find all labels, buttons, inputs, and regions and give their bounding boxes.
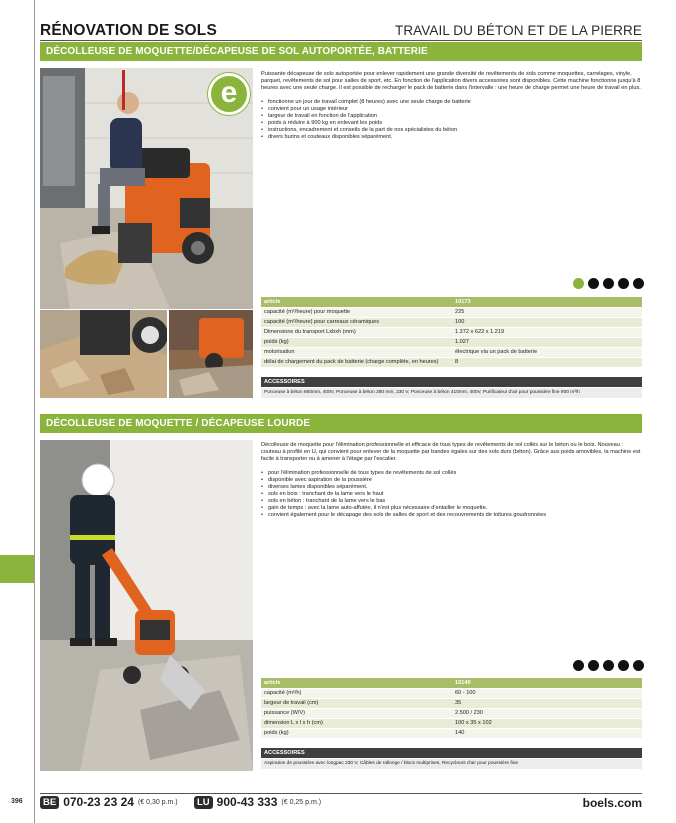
table-row — [261, 708, 642, 718]
spec-value: 225 — [452, 307, 642, 317]
chapter-tab — [0, 555, 34, 583]
country-code-lu: LU — [194, 796, 213, 809]
detail-photo-2 — [169, 310, 253, 398]
spec-value: 2.500 / 230 — [452, 708, 642, 718]
title-rule — [40, 40, 642, 41]
contact-luxembourg — [194, 795, 321, 809]
website-link[interactable]: boels.com — [582, 796, 642, 810]
gloves-icon — [588, 660, 599, 671]
list-item: • fonctionne un jour de travail complet (8 heures) avec une seule charge de batterie — [261, 99, 642, 106]
list-item: • pour l'élimination professionnelle de tous types de revêtements de sol collés — [261, 470, 642, 477]
ppe-icons — [573, 660, 644, 671]
table-header-label: article — [261, 678, 452, 688]
spec-table-heavy — [261, 678, 642, 739]
spec-value: 1.027 — [452, 337, 642, 347]
ear-protection-icon — [573, 660, 584, 671]
table-row — [261, 728, 642, 738]
section-bar-ride-on: DÉCOLLEUSE DE MOQUETTE/DÉCAPEUSE DE SOL AUTOPORTÉE, BATTERIE — [40, 42, 642, 61]
table-row — [261, 698, 642, 708]
spec-label: capacité (m²/h) — [261, 688, 452, 698]
goggles-icon — [633, 278, 644, 289]
spec-label: dimension L x l x h (cm) — [261, 718, 452, 728]
heavy-stripper-photo — [40, 440, 253, 771]
detail-photo-1 — [40, 310, 167, 398]
price-lu: (€ 0,25 p.m.) — [281, 798, 322, 806]
table-row — [261, 718, 642, 728]
ear-protection-icon — [588, 278, 599, 289]
footer-rule — [40, 793, 642, 794]
spec-value: 1.372 x 622 x 1.219 — [452, 327, 642, 337]
page-title: RÉNOVATION DE SOLS — [40, 22, 217, 39]
spec-value: 35 — [452, 698, 642, 708]
table-header-row — [261, 678, 642, 688]
eco-badge: e — [208, 73, 250, 115]
spec-label: motorisation — [261, 347, 452, 357]
article-number: 10173 — [452, 297, 642, 307]
eco-icon — [573, 278, 584, 289]
contact-belgium — [40, 795, 178, 809]
mask-icon — [603, 278, 614, 289]
product-description-ride-on — [261, 71, 642, 141]
list-item: • gain de temps : avec la lame auto-affutée, il n'est plus nécessaire d'entailler le moquette. — [261, 505, 642, 512]
spec-label: poids (kg) — [261, 337, 452, 347]
list-item: • convient également pour le décapage des sols de salles de sport et des recouvrements de toitures goudronnées — [261, 512, 642, 519]
spec-label: Dimensions du transport Lxbxh (mm) — [261, 327, 452, 337]
accessories-heading: ACCESSOIRES — [261, 748, 642, 758]
spec-value: 60 - 100 — [452, 688, 642, 698]
list-item: • disponible avec aspiration de la poussière — [261, 477, 642, 484]
ppe-icons — [573, 278, 644, 289]
table-row — [261, 688, 642, 698]
phone-lu[interactable]: 900-43 333 — [216, 795, 278, 809]
list-item: • convient pour un usage intérieur — [261, 106, 642, 113]
accessories-list: Aspiration de poussière avec longpac 230 V, Câbles de rallonge / blocs multiprises, Recycleurs d'air pour poussière fine — [261, 759, 642, 769]
price-be: (€ 0,30 p.m.) — [137, 798, 178, 806]
spec-value: électrique via un pack de batterie — [452, 347, 642, 357]
helmet-icon — [633, 660, 644, 671]
country-code-be: BE — [40, 796, 59, 809]
feature-list — [261, 99, 642, 141]
spec-label: capacité (m²/heure) pour carreaux céramiques — [261, 317, 452, 327]
page-subtitle: TRAVAIL DU BÉTON ET DE LA PIERRE — [394, 23, 642, 38]
spec-value: 100 x 35 x 102 — [452, 718, 642, 728]
section-bar-heavy: DÉCOLLEUSE DE MOQUETTE / DÉCAPEUSE LOURDE — [40, 414, 642, 433]
list-item: • sols en bois : tranchant de la lame vers le haut — [261, 491, 642, 498]
table-row — [261, 307, 642, 317]
spec-label: capacité (m²/heure) pour moquette — [261, 307, 452, 317]
spec-label: largeur de travail (cm) — [261, 698, 452, 708]
list-item: • sols en béton : tranchant de la lame vers le bas — [261, 498, 642, 505]
table-header-row — [261, 297, 642, 307]
mask-icon — [603, 660, 614, 671]
table-row — [261, 347, 642, 357]
table-row — [261, 337, 642, 347]
intro-text: Puissante décapeuse de sols autoportée pour enlever rapidement une grande diversité de revêtements de sols comme moquettes, carrelages, vinyle, parquet, revêtements de sol pour salles de sport, etc. En fonction de l'application divers accessoires sont disponibles. Cette machine fonctionne jusqu'à 8 heures avec une seule charge. Il est possible de recharger le pack de batterie dans l'intervalle : une heure de charge permet une heure de travail en plus. — [261, 71, 641, 91]
spec-label: puissance (W/V) — [261, 708, 452, 718]
list-item: • poids à réduire à 900 kg en enlevant les poids — [261, 120, 642, 127]
accessories-heading: ACCESSOIRES — [261, 377, 642, 387]
article-number: 10140 — [452, 678, 642, 688]
list-item: • diverses lames disponibles séparément. — [261, 484, 642, 491]
accessories-list: Ponceuse à béton 660mm, 400V, Ponceuse à béton 280 mm, 230 V, Ponceuse à béton 410mm, 400V, Purificateur d'air pour poussière fine 900 m³/h — [261, 388, 642, 398]
list-item: • instructions, encadrement et conseils de la part de nos spécialistes du béton — [261, 127, 642, 134]
spec-label: délai de chargement du pack de batterie (charge complète, en heures) — [261, 357, 452, 367]
spec-value: 100 — [452, 317, 642, 327]
table-header-label: article — [261, 297, 452, 307]
table-row — [261, 357, 642, 367]
margin-rule — [34, 0, 35, 823]
list-item: • largeur de travail en fonction de l'application — [261, 113, 642, 120]
spec-value: 8 — [452, 357, 642, 367]
product-description-heavy — [261, 442, 642, 519]
table-row — [261, 327, 642, 337]
spec-table-ride-on — [261, 297, 642, 368]
spec-label: poids (kg) — [261, 728, 452, 738]
list-item: • divers burins et couteaux disponibles séparément. — [261, 134, 642, 141]
table-row — [261, 317, 642, 327]
goggles-icon — [618, 660, 629, 671]
feature-list — [261, 470, 642, 519]
page-number: 396 — [11, 798, 23, 805]
gloves-icon — [618, 278, 629, 289]
spec-value: 140 — [452, 728, 642, 738]
intro-text: Décolleuse de moquette pour l'élimination professionnelle et efficace de tous types de revêtements de sol collés sur le béton ou le bois. Nouveau : couteau à profilé en U, qui convient pour enlever de la moquette par bandes égales sur des sols durs (béton). Grâce aux poids amovibles, la machine est facile à transporter ou à amener à l'étage par l'escalier. — [261, 442, 641, 462]
phone-be[interactable]: 070-23 23 24 — [63, 795, 134, 809]
